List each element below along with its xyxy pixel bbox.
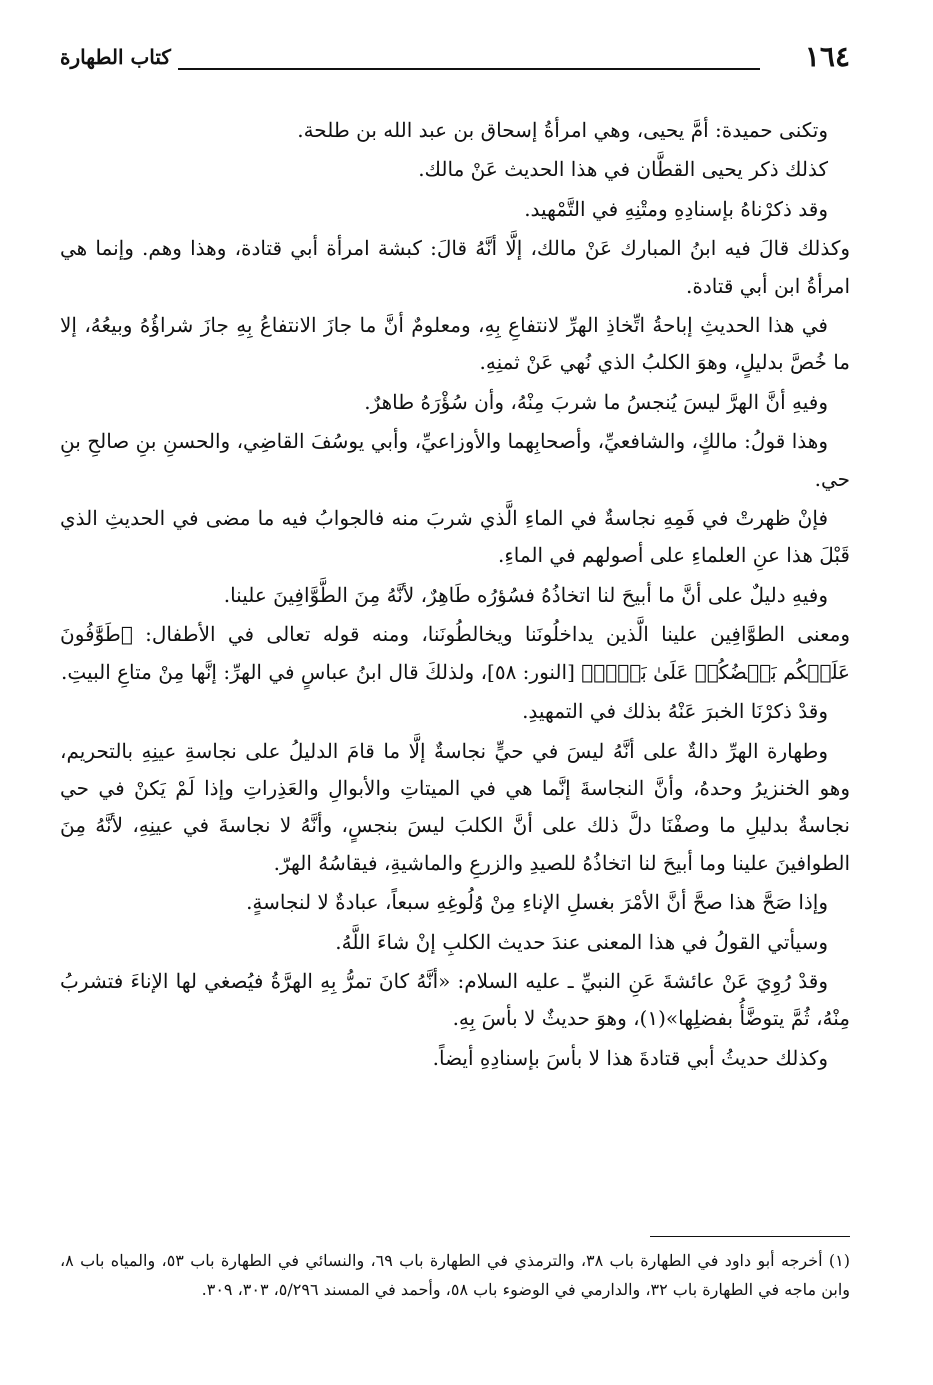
page-header [60, 38, 850, 72]
paragraph: وإذا صَحَّ هذا صحَّ أنَّ الأمْرَ بغسلِ الإناءِ مِنْ وُلُوغِهِ سبعاً، عبادةٌ لا لنجاسةٍ. [246, 890, 828, 915]
paragraph: وفيهِ دليلٌ على أنَّ ما أبيحَ لنا اتخاذُهُ فسُؤرُه طَاهِرٌ، لأنَّهُ مِنَ الطَّوَّافِينَ علينا. [223, 582, 828, 607]
paragraph: كذلك ذكر يحيى القطَّان في هذا الحديث عَنْ مالك. [418, 157, 828, 182]
paragraph: وهذا قولُ: مالكٍ، والشافعيِّ، وأصحابِهما والأوزاعيِّ، وأبي يوسُفَ القاضِي، والحسنِ بنِ صالحِ بنِ حي. [60, 429, 850, 491]
paragraph: وسيأتي القولُ في هذا المعنى عندَ حديث الكلبِ إنْ شاءَ اللَّهُ. [335, 929, 828, 954]
paragraph: فإنْ ظهرتْ في فَمِهِ نجاسةٌ في الماءِ الَّذي شربَ منه فالجوابُ فيه ما مضى في الحديثِ الذي قَبْلَ هذا عنِ العلماءِ على أصولهم في الماءِ. [60, 506, 850, 568]
paragraph: وقدْ رُوِيَ عَنْ عائشةَ عَنِ النبيِّ ـ عليه السلام: «أنَّهُ كانَ تمرُّ بِهِ الهرَّةُ فيُصغي لها الإناءَ فتشربُ مِنْهُ، ثُمَّ يتوضَّأُ بفضلِها»(١)، وهوَ حديثٌ لا بأسَ بِهِ. [60, 968, 850, 1031]
paragraph: وكذلك قالَ فيه ابنُ المبارك عَنْ مالك، إلَّا أنَّهُ قالَ: كبشة امرأة أبي قتادة، وهذا وهم. وإنما هي امرأةُ ابن أبي قتادة. [60, 236, 850, 298]
paragraph: وكذلك حديثُ أبي قتادةَ هذا لا بأسَ بإسنادِهِ أيضاً. [432, 1045, 828, 1070]
footnote [60, 1246, 850, 1304]
paragraph: وقد ذكرْناهُ بإسنادِهِ ومتْنِهِ في التَّمْهيد. [524, 196, 828, 221]
paragraph: ومعنى الطوَّافِين علينا الَّذين يداخلُونَنا ويخالطُونَنا، ومنه قوله تعالى في الأطفال: ﴿طَوَّٰفُونَ عَلَيۡكُم بَعۡضُكُمۡ عَلَىٰ بَعۡضٖ﴾ [النور: ٥٨]، ولذلكَ قال ابنُ عباسٍ في الهرِّ: إنَّها مِنْ متاعِ البيتِ. [60, 622, 850, 684]
footnote-rule [650, 1236, 850, 1237]
paragraph: وطهارة الهرِّ دالةٌ على أنَّهُ ليسَ في حيٍّ نجاسةٌ إلَّا ما قامَ الدليلُ على نجاسةِ عينِهِ بالتحريم، وهو الخنزيرُ وحدهُ، وأنَّ النجاسةَ إنَّما هي في الميتاتِ والأبوالِ والعَذِراتِ وإذا لَمْ يَكنْ في حي نجاسةٌ بدليلِ ما وصفْنَا دلَّ ذلك على أنَّ الكلبَ ليسَ بنجسٍ، وأنَّهُ لا نجاسةَ في عينِهِ، لأنَّهُ مِنَ الطوافينَ علينا وما أبيحَ لنا اتخاذُهُ للصيدِ والزرعِ والماشيةِ، فيقاسُهُ الهرّ. [60, 738, 850, 875]
paragraph: وقدْ ذكرْنَا الخبرَ عَنْهُ بذلك في التمهيدِ. [522, 699, 828, 724]
paragraph: وفيهِ أنَّ الهرَّ ليسَ يُنجسُ ما شربَ مِنْهُ، وأن سُؤْرَهُ طاهرٌ. [364, 389, 828, 414]
paragraph: في هذا الحديثِ إباحةُ اتِّخاذِ الهرِّ لانتفاعِ بِهِ، ومعلومٌ أنَّ ما جازَ الانتفاعُ بِهِ جازَ شراؤُهُ وبيعُهُ، إلا ما خُصَّ بدليلٍ، وهوَ الكلبُ الذي نُهي عَنْ ثمنِهِ. [60, 313, 850, 375]
book-page [60, 28, 850, 1358]
footnote-text: (١) أخرجه أبو داود في الطهارة باب ٣٨، والترمذي في الطهارة باب ٦٩، والنسائي في الطهارة باب ٥٣، والمياه باب ٨، وابن ماجه في الطهارة باب ٣٢، والدارمي في الوضوء باب ٥٨، وأحمد في المسند ٥/٢٩٦، ٣٠٣، ٣٠٩. [60, 1251, 850, 1299]
main-text [60, 112, 850, 1079]
header-rule [178, 68, 760, 70]
running-title: كتاب الطهارة [60, 45, 171, 69]
page-number: ١٦٤ [804, 40, 850, 73]
paragraph: وتكنى حميدة: أمَّ يحيى، وهي امرأةُ إسحاق بن عبد الله بن طلحة. [297, 118, 828, 142]
